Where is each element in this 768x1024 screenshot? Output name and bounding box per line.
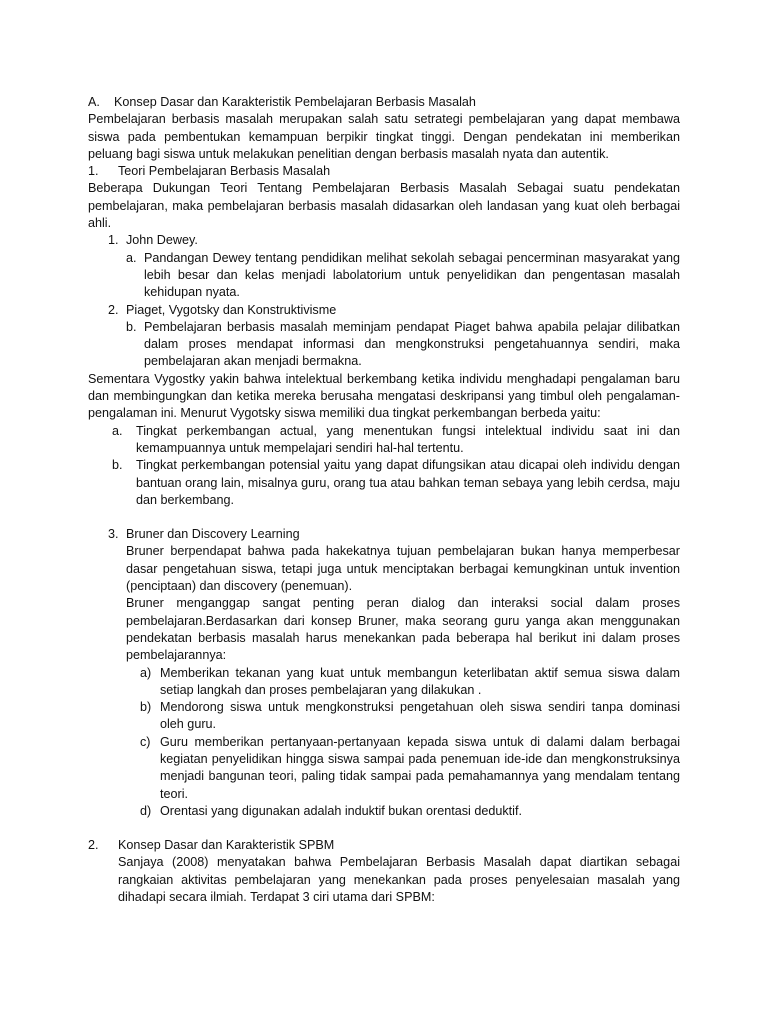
list-item	[88, 423, 680, 458]
vygotsky-paragraph: Sementara Vygostky yakin bahwa intelektual berkembang ketika individu menghadapi pengalaman baru dan membingungkan dan ketika mereka berusaha mengatasi deskripansi yang timbul oleh pengalaman-pengalaman ini. Menurut Vygotsky siswa memiliki dua tingkat perkembangan berbeda yaitu:	[88, 371, 680, 421]
theory-title: John Dewey.	[126, 233, 198, 248]
list-text: Guru memberikan pertanyaan-pertanyaan kepada siswa untuk di dalami dalam berbagai kegiatan penyelidikan hingga siswa sampai pada penemuan ide-ide dan mengkonstruksinya menjadi bangunan teori, paling tidak sampai pada pemahamannya yang mendalam tentang teori.	[160, 734, 680, 801]
section-2-title: Konsep Dasar dan Karakteristik SPBM	[118, 838, 335, 853]
bruner-paragraph-1: Bruner berpendapat bahwa pada hakekatnya tujuan pembelajaran bukan hanya memperbesar dasar pengetahuan siswa, tetapi juga untuk menciptakan berbagai kemungkinan untuk invention (penciptaan) dan discovery (penemuan).	[126, 544, 680, 594]
list-text: Memberikan tekanan yang kuat untuk membangun keterlibatan aktif semua siswa dalam setiap langkah dan proses pembelajaran yang dilakukan .	[160, 665, 680, 697]
theory-title: Piaget, Vygotsky dan Konstruktivisme	[126, 302, 337, 317]
list-marker: b)	[140, 700, 152, 715]
theory-item-bruner	[88, 526, 680, 543]
list-marker: a.	[112, 423, 123, 438]
theory-marker: 2.	[108, 302, 119, 317]
list-item	[88, 699, 680, 734]
list-text: Pembelajaran berbasis masalah meminjam pendapat Piaget bahwa apabila pelajar dilibatkan dalam proses mendapat informasi dan mengkonstruksi pengetahuannya sendiri, maka pembelajaran akan menjadi bermakna.	[144, 319, 680, 369]
list-item	[88, 250, 680, 302]
list-marker: b.	[126, 319, 137, 334]
list-text: Pandangan Dewey tentang pendidikan melihat sekolah sebagai pencerminan masyarakat yang lebih besar dan kelas menjadi labolatorium untuk penyelidikan dan pengentasan masalah kehidupan nyata.	[144, 250, 680, 300]
section-2-paragraph: Sanjaya (2008) menyatakan bahwa Pembelajaran Berbasis Masalah dapat diartikan sebagai rangkaian aktivitas pembelajaran yang menekankan pada proses penyelesaian masalah yang dihadapi secara ilmiah. Terdapat 3 ciri utama dari SPBM:	[118, 855, 680, 905]
list-item	[88, 665, 680, 700]
subsection-1-intro: Beberapa Dukungan Teori Tentang Pembelajaran Berbasis Masalah Sebagai suatu pendekatan pembelajaran, maka pembelajaran berbasis masalah didasarkan oleh landasan yang kuat oleh berbagai ahli.	[88, 181, 680, 231]
section-2-heading	[88, 837, 680, 854]
bruner-paragraph-2: Bruner menganggap sangat penting peran dialog dan interaksi social dalam proses pembelajaran.Berdasarkan dari konsep Bruner, maka seorang guru yanga akan menggunakan pendekatan berbasis masalah harus menekankan pada beberapa hal berikut ini dalam proses pembelajarannya:	[126, 596, 680, 663]
list-item	[88, 803, 680, 820]
list-marker: c)	[140, 734, 151, 749]
spacer	[88, 820, 680, 837]
subsection-1-heading	[88, 163, 680, 180]
theory-item-piaget	[88, 302, 680, 319]
list-item	[88, 734, 680, 803]
spacer	[88, 509, 680, 526]
list-item	[88, 457, 680, 509]
list-marker: a.	[126, 250, 137, 265]
theory-marker: 3.	[108, 527, 119, 542]
section-a-title: Konsep Dasar dan Karakteristik Pembelajaran Berbasis Masalah	[114, 95, 476, 109]
section-a-marker: A.	[88, 95, 100, 109]
list-marker: d)	[140, 803, 152, 818]
list-text: Tingkat perkembangan actual, yang menentukan fungsi intelektual individu saat ini dan kemampuannya untuk mempelajari sendiri hal-hal tertentu.	[136, 423, 680, 455]
section-2-marker: 2.	[88, 838, 99, 853]
subsection-1-title: Teori Pembelajaran Berbasis Masalah	[118, 164, 331, 179]
list-text: Orentasi yang digunakan adalah induktif bukan orentasi deduktif.	[160, 803, 522, 818]
subsection-1-marker: 1.	[88, 164, 99, 179]
list-marker: a)	[140, 665, 152, 680]
list-marker: b.	[112, 458, 123, 473]
section-a-intro: Pembelajaran berbasis masalah merupakan salah satu setrategi pembelajaran yang dapat membawa siswa pada pembentukan kemampuan berpikir tingkat tinggi. Dengan pendekatan ini memberikan peluang bagi siswa untuk melakukan penelitian dengan berbasis masalah nyata dan autentik.	[88, 112, 680, 161]
list-item	[88, 319, 680, 371]
list-text: Tingkat perkembangan potensial yaitu yang dapat difungsikan atau dicapai oleh individu dengan bantuan orang lain, misalnya guru, orang tua atau bahkan teman sebaya yang lebih cerdsa, maju dan berkembang.	[136, 458, 680, 507]
theory-title: Bruner dan Discovery Learning	[126, 527, 300, 542]
theory-marker: 1.	[108, 233, 119, 248]
list-text: Mendorong siswa untuk mengkonstruksi pengetahuan oleh siswa sendiri tanpa dominasi oleh guru.	[160, 700, 680, 732]
section-a-heading	[88, 94, 680, 111]
theory-item-dewey	[88, 232, 680, 249]
